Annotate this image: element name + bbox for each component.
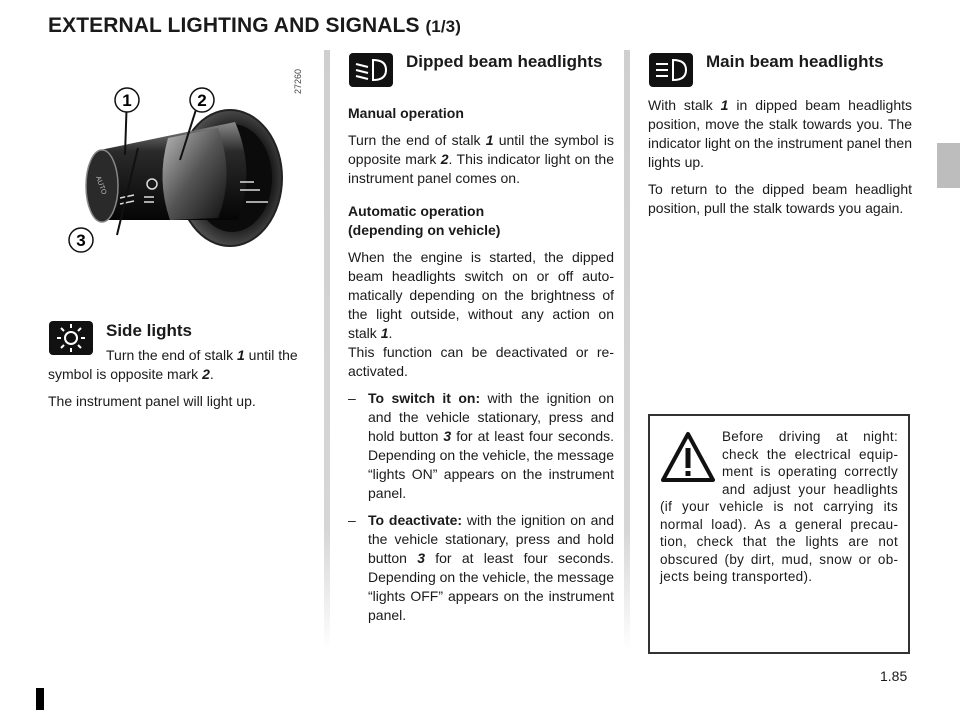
manual-operation-text: Turn the end of stalk 1 until the symbol is opposite mark 2. This indicator light on the instrument panel comes on. — [348, 132, 615, 186]
dipped-beam-heading: Dipped beam headlights — [406, 52, 603, 71]
corner-mark — [36, 688, 44, 710]
main-beam-paragraph-1: With stalk 1 in dipped beam headlights position, move the stalk towards you. The indicator light on the instrument panel then lights up. — [648, 97, 912, 170]
page-title-main: EXTERNAL LIGHTING AND SIGNALS — [48, 14, 420, 37]
page-title-part: (1/3) — [425, 17, 461, 36]
column-divider-left — [324, 50, 330, 650]
side-lights-paragraph-1: Turn the end of stalk 1 until the symbol is opposite mark 2. — [48, 347, 298, 382]
main-beam-icon — [648, 52, 694, 88]
svg-text:3: 3 — [76, 231, 86, 250]
side-lights-heading: Side lights — [106, 321, 192, 340]
page-title — [48, 14, 461, 38]
switch-on-item: – To switch it on: with the ignition on and the vehicle stationary, press and hold button 3 for at least four seconds. Depending on the vehicle, the message “lights ON” appears on the instrument panel. — [348, 390, 615, 501]
warning-text: Before driving at night: check the electrical equipment is operating correctly and adjust your headlights (if your vehicle is not carrying its normal load). As a general precaution, check that the lights are not obscured (by dirt, mud, snow or objects being transported). — [660, 429, 898, 584]
stalk-illustration — [60, 80, 300, 270]
dipped-beam-body — [348, 104, 614, 633]
deactivate-item: – To deactivate: with the ignition on and the vehicle stationary, press and hold button 3 for at least four seconds. Depending on the vehicle, the message “lights OFF” appears on the instrument panel. — [348, 512, 614, 623]
section-tab — [937, 143, 960, 188]
svg-text:2: 2 — [197, 91, 207, 110]
automatic-operation-heading: Automatic operation (depending on vehicle) — [348, 203, 501, 238]
svg-text:1: 1 — [122, 91, 132, 110]
warning-box — [648, 414, 910, 654]
side-lights-paragraph-2: The instrument panel will light up. — [48, 393, 256, 409]
main-beam-heading: Main beam headlights — [706, 52, 884, 71]
light-stalk-illustration — [60, 80, 300, 270]
automatic-operation-text: When the engine is started, the dipped beam headlights switch on or off automatically depending on the brightness of the light outside, without any action on stalk 1. This function can be deactivated or re-activated. — [348, 249, 614, 379]
column-divider-right — [624, 50, 630, 650]
page-number: 1.85 — [880, 668, 908, 684]
main-beam-body — [648, 96, 912, 226]
dipped-beam-icon — [348, 52, 394, 88]
main-beam-paragraph-2: To return to the dipped beam headlight position, pull the stalk towards you again. — [648, 181, 912, 216]
figure-code: 27260 — [293, 68, 303, 94]
warning-triangle-icon — [660, 430, 716, 486]
manual-operation-heading: Manual operation — [348, 105, 464, 121]
side-lights-body — [48, 346, 314, 419]
stalk-auto-label: AUTO — [94, 175, 108, 196]
